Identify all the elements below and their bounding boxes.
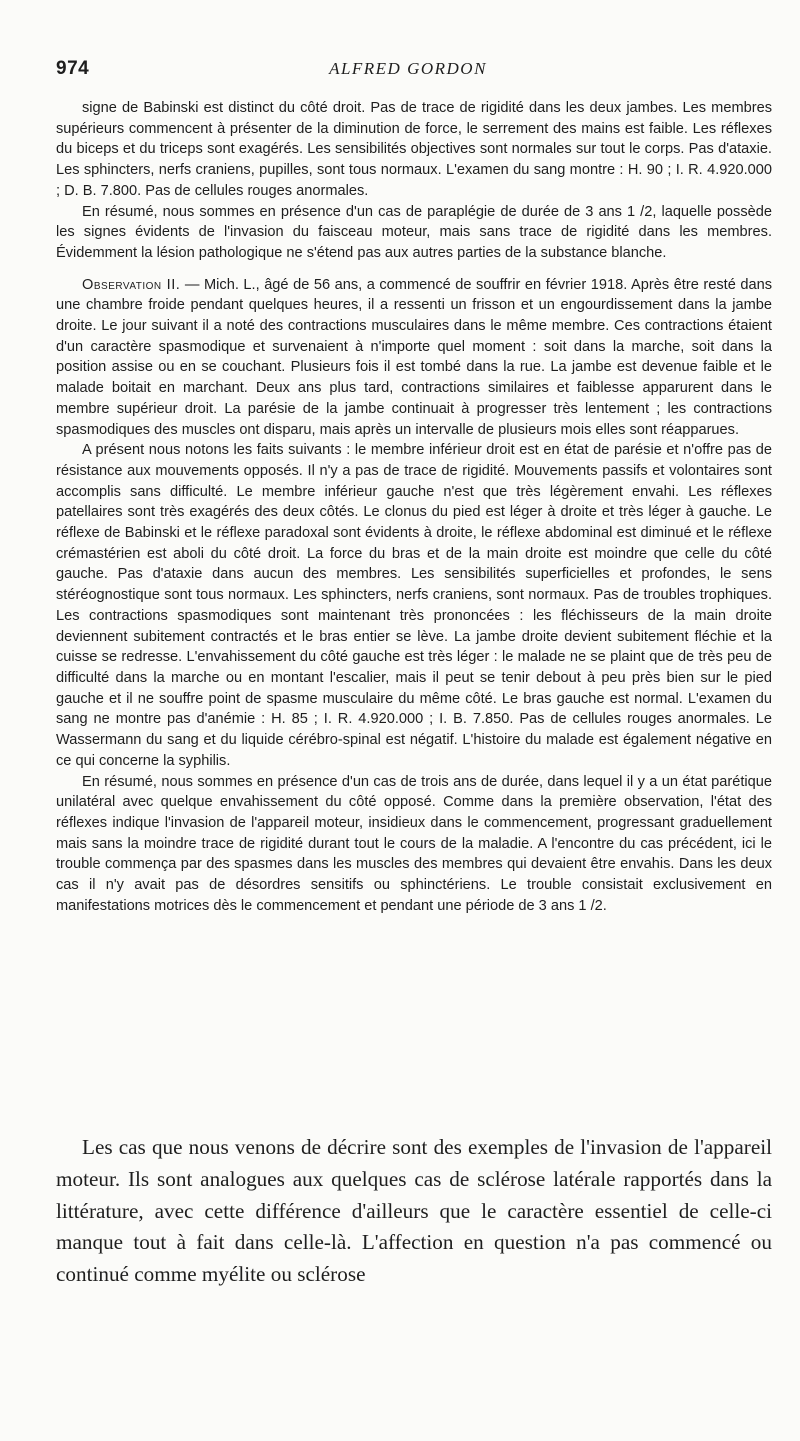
observation-2-history: — Mich. L., âgé de 56 ans, a commencé de souffrir en février 1918. Après être resté dans une chambre froide pendant quelques heures, il a ressenti un frisson et un engourdissement dans la jambe droite. Le jour suivant il a noté des contractions musculaires dans le même membre. Ces contractions étaient d'un caractère spasmodique et survenaient à n'importe quel moment : soit dans la marche, soit dans la position assise ou en se couchant. Plusieurs fois il est tombé dans la rue. La jambe est devenue faible et le malade boitait en marchant. Deux ans plus tard, contractions similaires et faiblesse apparurent dans le membre supérieur droit. La parésie de la jambe continuait à progresser très lentement ; les contractions spasmodiques des muscles ont disparu, mais après un intervalle de plusieurs mois elles sont réapparues. (56, 276, 772, 438)
paragraph-observation-2 (56, 275, 772, 441)
page-number: 974 (56, 58, 90, 79)
case-report-text (56, 98, 772, 916)
paragraph-case2-findings: A présent nous notons les faits suivants : le membre inférieur droit est en état de parésie et n'offre pas de résistance aux mouvements opposés. Il n'y a pas de trace de rigidité. Mouvements passifs et volontaires sont accomplis sans difficulté. Le membre inférieur gauche n'est que très légèrement envahi. Les réflexes patellaires sont très exagérés des deux côtés. Le clonus du pied est léger à droite et très léger à gauche. Le réflexe de Babinski et le réflexe paradoxal sont évidents à droite, le réflexe abdominal est diminué et le réflexe crémastérien est aboli du côté droit. La force du bras et de la main droite est moindre que celle du côté gauche. Pas d'ataxie dans aucun des membres. Les sensibilités superficielles et profondes, le sens stéréognostique sont tous normaux. Les sphincters, nerfs craniens, sont normaux. Pas de troubles trophiques. Les contractions spasmodiques sont maintenant très prononcées : les fléchisseurs de la main droite deviennent subitement contractés et le bras entier se lève. La jambe droite devient subitement fléchie et la cuisse se redresse. L'envahissement du côté gauche est très léger : le malade ne se plaint que de très peu de difficulté dans la marche ou en montant l'escalier, mais il peut se tenir debout à peu près bien sur le pied gauche et il ne souffre point de spasme musculaire du même côté. Le bras gauche est normal. L'examen du sang ne montre pas d'anémie : H. 85 ; I. R. 4.920.000 ; I. B. 7.850. Pas de cellules rouges anormales. Le Wassermann du sang et du liquide cérébro-spinal est négatif. L'histoire du malade est également négative en ce qui concerne la syphilis. (56, 442, 772, 769)
paragraph-case2-summary: En résumé, nous sommes en présence d'un cas de trois ans de durée, dans lequel il y a un état parétique unilatéral avec quelque envahissement du côté opposé. Comme dans la première observation, l'état des réflexes indique l'invasion de l'appareil moteur, insidieux dans le commencement, progressant graduellement mais sans la moindre trace de rigidité durant tout le cours de la maladie. A l'encontre du cas précédent, ici le trouble commença par des spasmes dans les muscles des membres qui devaient être envahis. Dans les deux cas il n'y avait pas de désordres sensitifs ou sphinctériens. Le trouble consistait exclusivement en manifestations motrices dès le commencement et pendant une période de 3 ans 1 /2. (56, 773, 772, 914)
page-header (56, 58, 760, 84)
discussion-text (56, 1132, 772, 1291)
paragraph-case1-findings: signe de Babinski est distinct du côté droit. Pas de trace de rigidité dans les deux jambes. Les membres supérieurs commencent à présenter de la diminution de force, le serrement des mains est faible. Les réflexes du biceps et du triceps sont exagérés. Les sensibilités objectives sont normales sur tout le corps. Pas d'ataxie. Les sphincters, nerfs craniens, pupilles, sont tous normaux. L'examen du sang montre : H. 90 ; I. R. 4.920.000 ; D. B. 7.800. Pas de cellules rouges anormales. (56, 100, 772, 199)
paragraph-case1-summary: En résumé, nous sommes en présence d'un cas de paraplégie de durée de 3 ans 1 /2, laquelle possède les signes évidents de l'invasion du faisceau moteur, mais sans trace de rigidité dans les membres. Évidemment la lésion pathologique ne s'étend pas aux autres parties de la substance blanche. (56, 203, 772, 261)
observation-label: Observation II. (82, 276, 181, 293)
paragraph-discussion: Les cas que nous venons de décrire sont des exemples de l'invasion de l'appareil moteur. Ils sont analogues aux quelques cas de sclérose latérale rapportés dans la littérature, avec cette différence d'ailleurs que le caractère essentiel de celle-ci manque tout à fait dans celle-là. L'affection en question n'a pas commencé ou continué comme myélite ou sclérose (56, 1135, 772, 1287)
running-head: ALFRED GORDON (329, 59, 487, 78)
